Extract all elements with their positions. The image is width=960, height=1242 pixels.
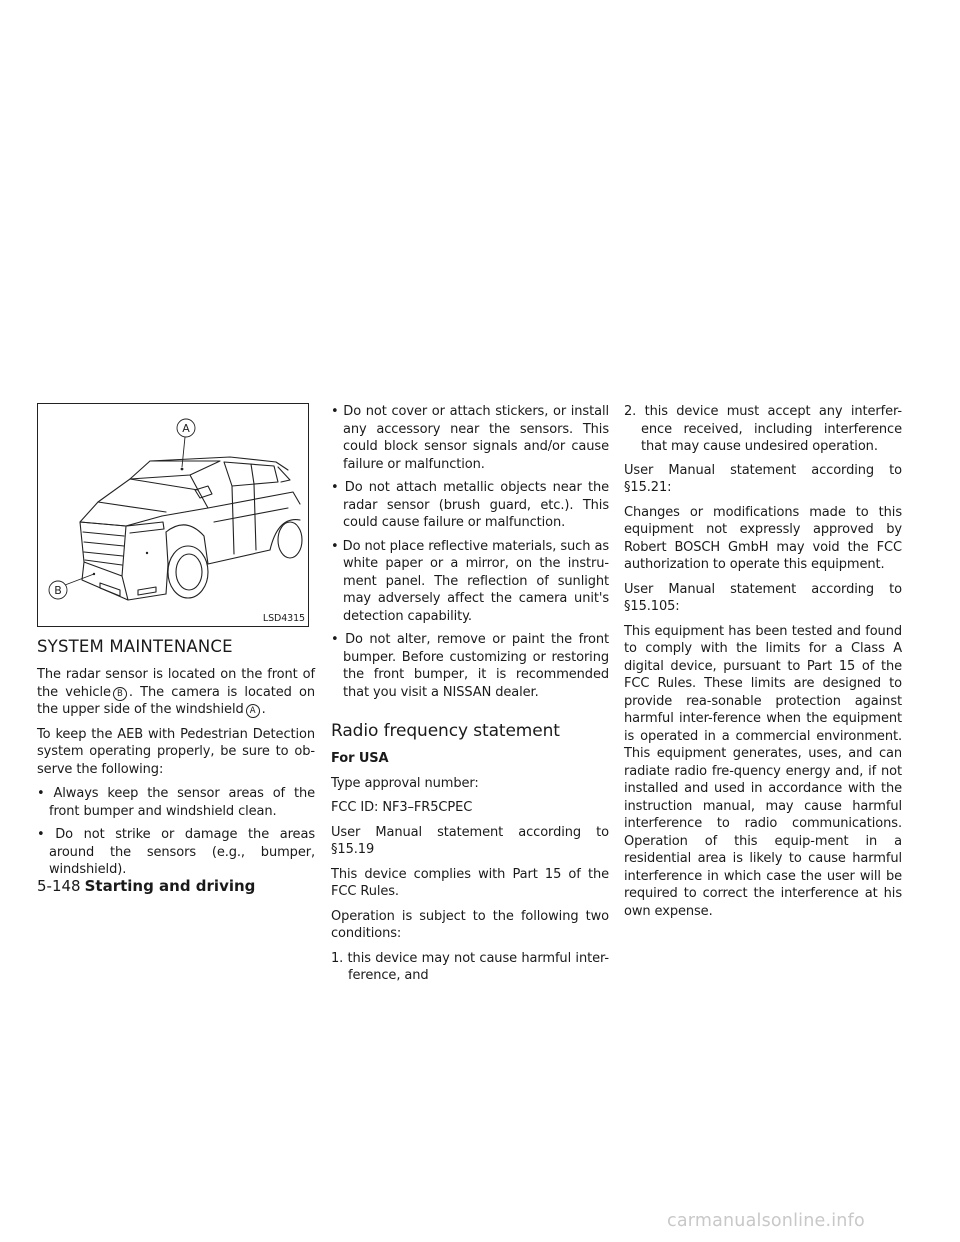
paragraph: User Manual statement according to §15.19	[331, 824, 609, 857]
callout-a-badge: A	[246, 704, 260, 718]
subsection-heading: Radio frequency statement	[331, 721, 560, 741]
watermark: carmanualsonline.info	[667, 1211, 865, 1231]
section-heading: SYSTEM MAINTENANCE	[37, 637, 233, 656]
bullet-text: Do not place reflective materials, such as white paper or a mirror, on the instru-ment panel. The reflection of sunlight may adversely affect the camera unit's detection capability.	[342, 538, 609, 624]
paragraph: Type approval number:	[331, 775, 479, 791]
paragraph: Operation is subject to the following two conditions:	[331, 908, 609, 941]
numbered-item: 1. this device may not cause harmful inter-ference, and	[331, 950, 609, 983]
bullet-text: Do not attach metallic objects near the radar sensor (brush guard, etc.). This could cause failure or malfunction.	[343, 480, 609, 530]
column-1	[37, 403, 315, 885]
paragraph: Changes or modifications made to this equipment not expressly approved by Robert BOSCH GmbH may void the FCC authorization to operate this equipment.	[624, 504, 902, 572]
bullet-text: Do not alter, remove or paint the front bumper. Before customizing or restoring the front bumper, it is recommended that you visit a NISSAN dealer.	[343, 632, 609, 700]
bullet-item: • Do not place reflective materials, such as white paper or a mirror, on the instru-ment panel. The reflection of sunlight may adversely affect the camera unit's detection capability.	[331, 538, 609, 624]
page-footer	[37, 877, 255, 895]
radar-text-c: .	[261, 702, 266, 717]
bullet-item: • Do not alter, remove or paint the front bumper. Before customizing or restoring the front bumper, it is recommended that you visit a NISSAN dealer.	[331, 632, 609, 700]
bullet-item: • Always keep the sensor areas of the front bumper and windshield clean.	[37, 786, 315, 819]
bullet-item: • Do not strike or damage the areas around the sensors (e.g., bumper, windshield).	[37, 827, 315, 877]
numbered-item: 2. this device must accept any interfer-ence received, including interference that may cause undesired operation.	[624, 404, 902, 454]
paragraph: FCC ID: NF3–FR5CPEC	[331, 800, 473, 815]
paragraph: This device complies with Part 15 of the FCC Rules.	[331, 866, 609, 899]
column-2	[331, 403, 609, 991]
usa-heading: For USA	[331, 751, 389, 766]
footer-section-title: Starting and driving	[84, 877, 256, 895]
column-3	[624, 403, 902, 927]
bullet-text: Do not cover or attach stickers, or install any accessory near the sensors. This could block sensor signals and/or cause failure or malfunction.	[343, 404, 609, 472]
bullet-text: Do not strike or damage the areas around the sensors (e.g., bumper, windshield).	[49, 827, 315, 877]
radar-location-paragraph	[37, 666, 315, 719]
paragraph: User Manual statement according to §15.21:	[624, 462, 902, 495]
vehicle-illustration	[38, 404, 308, 626]
callout-a-label: A	[182, 422, 190, 435]
callout-b-label: B	[54, 584, 62, 597]
radar-text-b: . The camera is located on the upper side of the windshield	[37, 684, 315, 717]
radar-text-a: The radar sensor is located on the front of the vehicle	[37, 667, 315, 700]
vehicle-sensor-figure	[37, 403, 309, 627]
paragraph: This equipment has been tested and found to comply with the limits for a Class A digital device, pursuant to Part 15 of the FCC Rules. These limits are designed to provide rea-sonable protection against harmful inter-ference when the equipment is operated in a commercial environment. This equipment generates, uses, and can radiate radio fre-quency energy and, if not installed and used in accordance with the instruction manual, may cause harmful interference to radio communications. Operation of this equip-ment in a residential area is likely to cause harmful interference in which case the user will be required to correct the interference at his own expense.	[624, 623, 902, 919]
page-number: 5-148	[37, 877, 81, 895]
bullet-text: Always keep the sensor areas of the front bumper and windshield clean.	[49, 786, 315, 819]
paragraph: User Manual statement according to §15.105:	[624, 581, 902, 614]
bullet-item: • Do not cover or attach stickers, or install any accessory near the sensors. This could block sensor signals and/or cause failure or malfunction.	[331, 404, 609, 472]
figure-code: LSD4315	[262, 613, 305, 624]
aeb-paragraph: To keep the AEB with Pedestrian Detection system operating properly, be sure to ob-serve the following:	[37, 726, 315, 777]
bullet-item: • Do not attach metallic objects near the radar sensor (brush guard, etc.). This could cause failure or malfunction.	[331, 480, 609, 530]
callout-b-badge: B	[113, 687, 127, 701]
